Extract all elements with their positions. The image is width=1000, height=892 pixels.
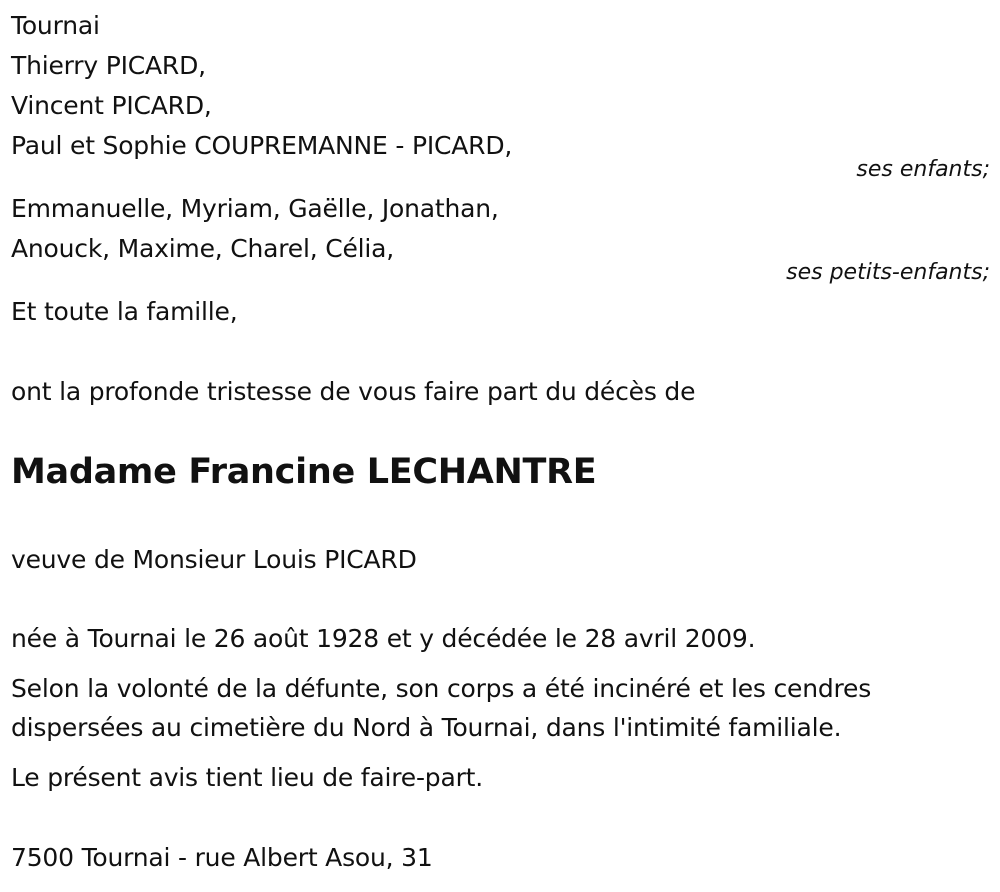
cremation-text-line: dispersées au cimetière du Nord à Tournai, dans l'intimité familiale. (11, 713, 842, 742)
grandchildren-names: Emmanuelle, Myriam, Gaëlle, Jonathan, (11, 194, 499, 223)
children-role-label: ses enfants; (856, 157, 990, 182)
birth-death-dates: née à Tournai le 26 août 1928 et y décédée le 28 avril 2009. (11, 624, 756, 653)
city-header: Tournai (11, 11, 100, 40)
notice-line: Le présent avis tient lieu de faire-part. (11, 763, 484, 792)
announcement-text: ont la profonde tristesse de vous faire part du décès de (11, 377, 696, 406)
child-name: Thierry PICARD, (11, 51, 206, 80)
cremation-text-line: Selon la volonté de la défunte, son corps a été incinéré et les cendres (11, 674, 872, 703)
child-name: Paul et Sophie COUPREMANNE - PICARD, (11, 131, 513, 160)
grandchildren-names: Anouck, Maxime, Charel, Célia, (11, 234, 395, 263)
address-line: 7500 Tournai - rue Albert Asou, 31 (11, 843, 433, 872)
family-line: Et toute la famille, (11, 297, 238, 326)
child-name: Vincent PICARD, (11, 91, 212, 120)
grandchildren-role-label: ses petits-enfants; (786, 260, 990, 285)
widow-of-line: veuve de Monsieur Louis PICARD (11, 545, 417, 574)
deceased-name: Madame Francine LECHANTRE (11, 452, 597, 492)
